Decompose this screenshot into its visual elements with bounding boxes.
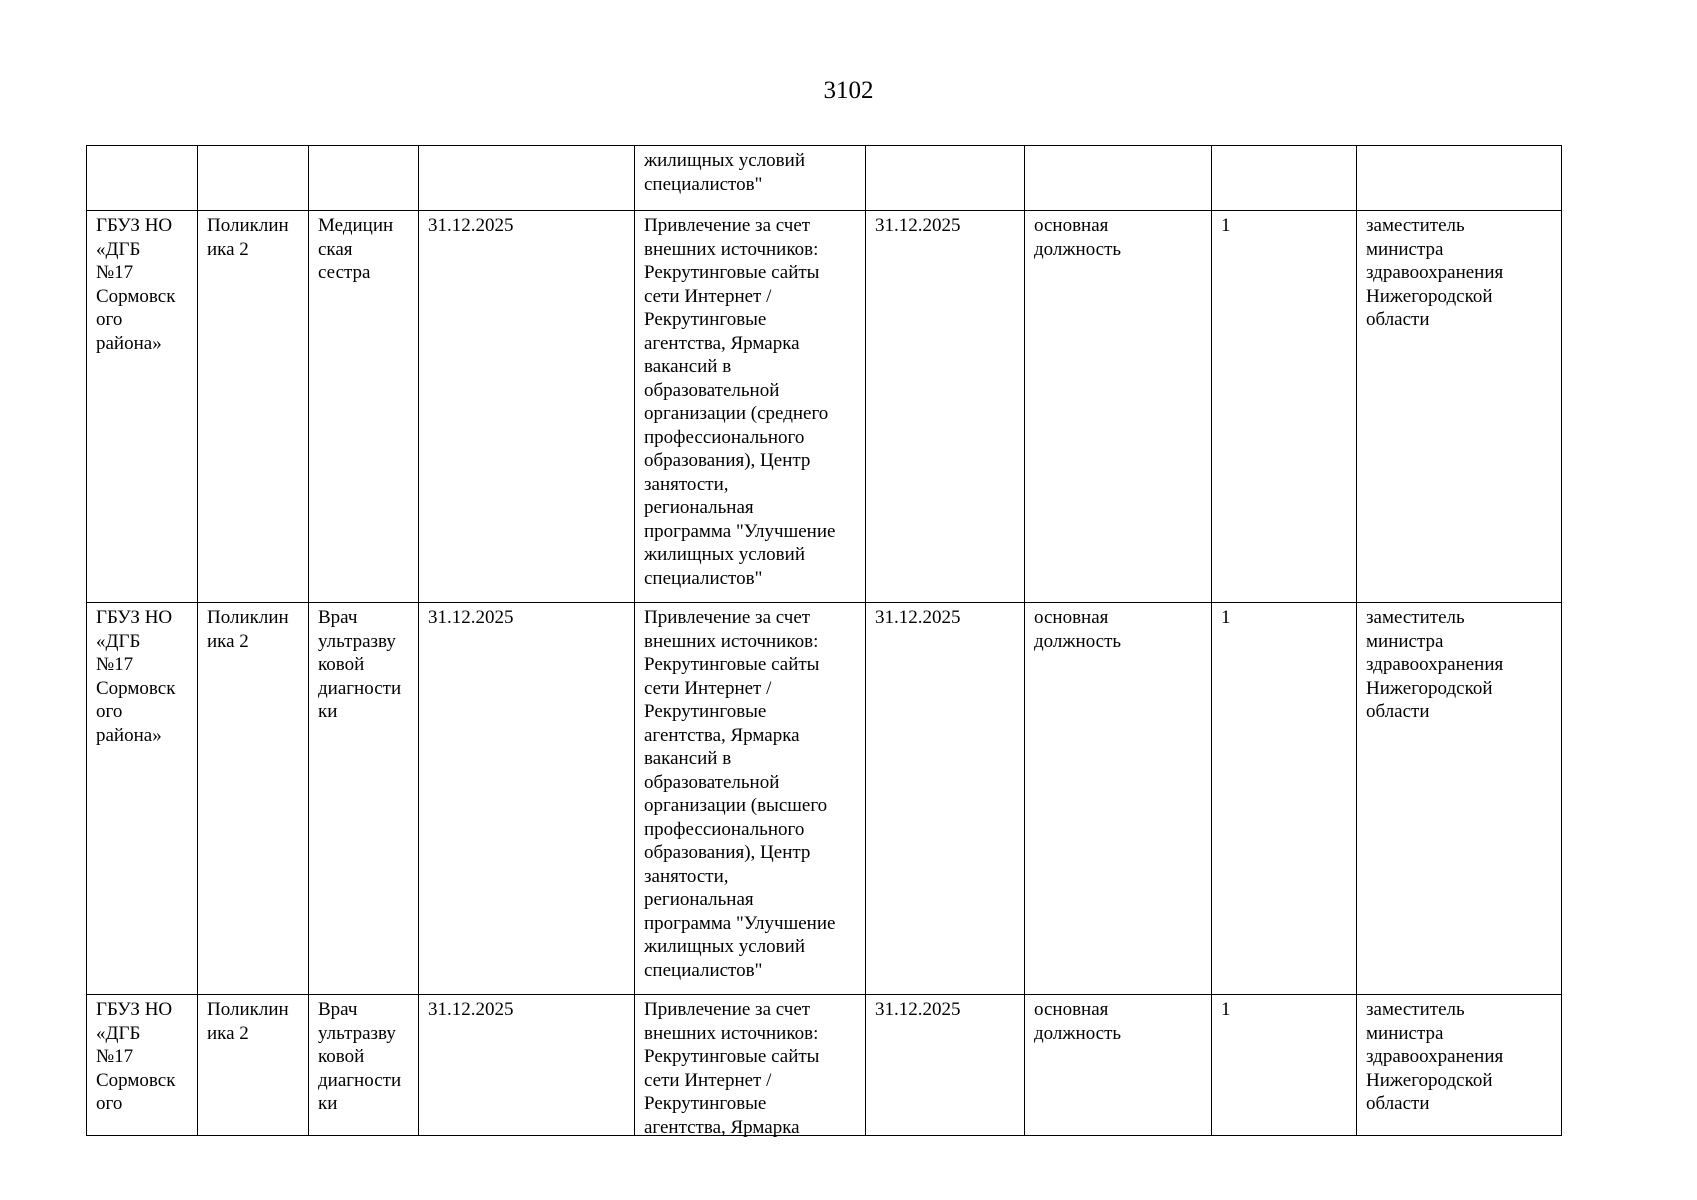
- cell-responsible: [1357, 146, 1562, 211]
- cell-position: [309, 995, 419, 1136]
- cell-responsible: заместитель министра здравоохранения Нижегородской области: [1357, 603, 1562, 995]
- cell-recruitment-method: Привлечение за счет внешних источников: Рекрутинговые сайты сети Интернет / Рекрутинговые агентства, Ярмарка вакансий в образовательной организации (среднего профессионального образования), Центр занятости, региональная программа "Улучшение жилищных условий специалистов": [635, 211, 866, 603]
- cell-date: 31.12.2025: [419, 211, 635, 603]
- cell-job-type: [1025, 146, 1212, 211]
- cell-deadline: 31.12.2025: [866, 211, 1025, 603]
- cell-text: Привлечение за счет внешних источников: Рекрутинговые сайты сети Интернет / Рекрутинговые агентства, Ярмарка: [644, 999, 820, 1138]
- cell-recruitment-method: жилищных условий специалистов": [635, 146, 866, 211]
- cell-text: основная должность: [1034, 999, 1122, 1044]
- cell-count: [1212, 146, 1357, 211]
- cell-deadline: [866, 995, 1025, 1136]
- cell-department: [198, 146, 309, 211]
- cell-text: 1: [1221, 999, 1231, 1020]
- cell-recruitment-method: Привлечение за счет внешних источников: Рекрутинговые сайты сети Интернет / Рекрутинговые агентства, Ярмарка вакансий в образовательной организации (высшего профессионального образования), Центр занятости, региональная программа "Улучшение жилищных условий специалистов": [635, 603, 866, 995]
- cell-text: ГБУЗ НО «ДГБ №17 Сормовск ого: [96, 999, 176, 1114]
- cell-deadline: 31.12.2025: [866, 603, 1025, 995]
- cell-count: 1: [1212, 603, 1357, 995]
- cell-text: 31.12.2025: [875, 999, 961, 1020]
- cell-date: [419, 146, 635, 211]
- table-row: [87, 211, 1562, 603]
- cell-text: Поликлин ика 2: [207, 999, 289, 1044]
- cell-position: Медицин ская сестра: [309, 211, 419, 603]
- cell-responsible: [1357, 995, 1562, 1136]
- cell-date: [419, 995, 635, 1136]
- cell-date: 31.12.2025: [419, 603, 635, 995]
- cell-institution: [87, 146, 198, 211]
- cell-position: [309, 146, 419, 211]
- cell-department: [198, 995, 309, 1136]
- cell-text: 31.12.2025: [428, 999, 514, 1020]
- cell-institution: [87, 995, 198, 1136]
- cell-job-type: [1025, 995, 1212, 1136]
- cell-text: Врач ультразву ковой диагности ки: [318, 999, 402, 1114]
- cell-recruitment-method: [635, 995, 866, 1136]
- cell-count: 1: [1212, 211, 1357, 603]
- cell-text: заместитель министра здравоохранения Нижегородской области: [1366, 999, 1504, 1114]
- cell-position: Врач ультразву ковой диагности ки: [309, 603, 419, 995]
- data-table: [86, 145, 1562, 1136]
- cell-job-type: основная должность: [1025, 603, 1212, 995]
- page-number: 3102: [823, 77, 874, 104]
- cell-count: [1212, 995, 1357, 1136]
- cell-institution: ГБУЗ НО «ДГБ №17 Сормовск ого района»: [87, 603, 198, 995]
- table-row: [87, 603, 1562, 995]
- cell-institution: ГБУЗ НО «ДГБ №17 Сормовск ого района»: [87, 211, 198, 603]
- cell-deadline: [866, 146, 1025, 211]
- table-row: [87, 995, 1562, 1136]
- cell-department: Поликлин ика 2: [198, 603, 309, 995]
- cell-responsible: заместитель министра здравоохранения Нижегородской области: [1357, 211, 1562, 603]
- table-row: [87, 146, 1562, 211]
- cell-department: Поликлин ика 2: [198, 211, 309, 603]
- cell-job-type: основная должность: [1025, 211, 1212, 603]
